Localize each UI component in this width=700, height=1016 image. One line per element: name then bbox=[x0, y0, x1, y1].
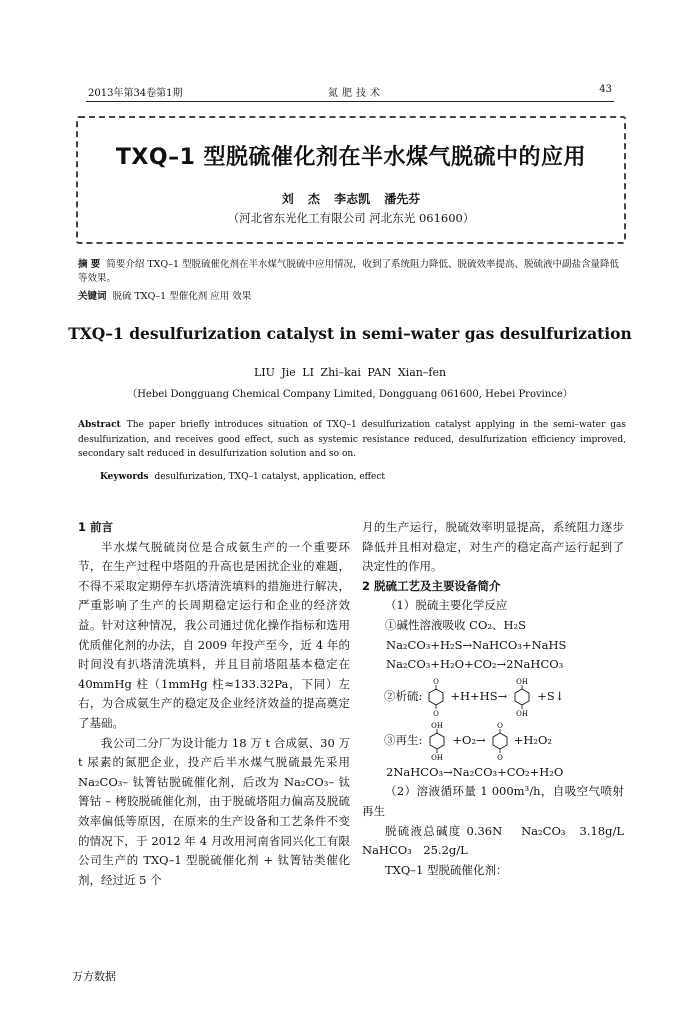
reaction-item: ①碱性溶液吸收 CO₂、H₂S bbox=[385, 617, 527, 632]
atom-label: O bbox=[496, 753, 503, 761]
authors-english: LIU Jie LI Zhi–kai PAN Xian–fen bbox=[253, 366, 447, 379]
atom-label: OH bbox=[431, 753, 444, 761]
keywords-english bbox=[100, 472, 620, 482]
section-heading-process: 2 脱硫工艺及主要设备简介 bbox=[362, 578, 501, 593]
journal-name: 氮肥技术 bbox=[328, 88, 384, 99]
body-column-left bbox=[78, 518, 350, 890]
abstract-text-cn: 简要介绍 TXQ–1 型脱硫催化剂在半水煤气脱硫中应用情况，收到了系统阻力降低、脱硫效率提高、脱硫液中副盐含量降低等效果。 bbox=[78, 259, 620, 284]
keywords-label-cn: 关键词 bbox=[78, 291, 107, 302]
keywords-text-en: desulfurization, TXQ–1 catalyst, application, effect bbox=[154, 472, 386, 482]
hydroquinone-structure bbox=[425, 721, 449, 761]
benzoquinone-structure bbox=[489, 721, 511, 761]
paragraph: 脱硫液总碱度 0.36N Na₂CO₃ 3.18g/L NaHCO₃ 25.2g/L bbox=[362, 823, 636, 858]
affiliation-chinese: （河北省东光化工有限公司 河北东光 061600） bbox=[227, 211, 475, 225]
header-rule bbox=[86, 101, 614, 102]
abstract-label-cn: 摘 要 bbox=[78, 259, 101, 270]
title-chinese: TXQ–1 型脱硫催化剂在半水煤气脱硫中的应用 bbox=[115, 145, 587, 170]
title-english: TXQ–1 desulfurization catalyst in semi–water gas desulfurization bbox=[68, 324, 632, 343]
reaction-end: +S↓ bbox=[537, 688, 565, 703]
running-header bbox=[88, 84, 612, 98]
authors-chinese: 刘 杰 李志凯 潘先芬 bbox=[281, 192, 421, 206]
atom-label: OH bbox=[516, 677, 529, 686]
reaction-middle: +H+HS→ bbox=[450, 688, 508, 703]
keywords-chinese bbox=[78, 288, 626, 302]
reaction-sulfur-precipitation bbox=[362, 675, 624, 719]
paragraph: 月的生产运行，脱硫效率明显提高，系统阻力逐步降低并且相对稳定，对生产的稳定高产运行起到了决定性的作用。 bbox=[362, 520, 624, 574]
abstract-chinese bbox=[78, 258, 626, 286]
atom-label: O bbox=[433, 709, 440, 717]
equation: Na₂CO₃+H₂O+CO₂→2NaHCO₃ bbox=[386, 657, 564, 672]
body-column-right bbox=[362, 518, 636, 880]
benzoquinone-structure bbox=[425, 677, 447, 717]
equation: Na₂CO₃+H₂S→NaHCO₃+NaHS bbox=[386, 637, 567, 652]
page-number: 43 bbox=[599, 84, 612, 95]
reaction-label: ②析硫: bbox=[384, 688, 423, 703]
atom-label: O bbox=[433, 677, 440, 686]
paragraph: 我公司二分厂为设计能力 18 万 t 合成氨、30 万 t 尿素的氮肥企业，投产后半水煤气脱硫最先采用 Na₂CO₃– 钛箐钴脱硫催化剂，后改为 Na₂CO₃– 钛箐钴 – 栲胶脱硫催化剂，由于脱硫塔阻力偏高及脱硫效率偏低等原因，在原来的生产设备和工艺条件不变的情况下，于 2012 年 4 月改用河南省同兴化工有限公司生产的 TXQ–1 型脱硫催化剂 + 钛箐钴类催化剂，经过近 5 个 bbox=[78, 735, 350, 887]
reaction-middle: +O₂→ bbox=[452, 732, 486, 747]
abstract-text-en: The paper briefly introduces situation of TXQ–1 desulfurization catalyst applying in the semi–water gas desulfurization, and receives good effect, such as systemic resistance reduced, desulfurization efficiency improved, secondary salt reduced in desulfurization solution and so on. bbox=[78, 420, 626, 459]
subheading: （1）脱硫主要化学反应 bbox=[385, 598, 508, 613]
hydroquinone-structure bbox=[510, 677, 534, 717]
abstract-english bbox=[78, 418, 626, 462]
reaction-regeneration bbox=[362, 719, 624, 763]
equation: 2NaHCO₃→Na₂CO₃+CO₂+H₂O bbox=[386, 764, 564, 779]
paragraph: 半水煤气脱硫岗位是合成氨生产的一个重要环节，在生产过程中塔阻的升高也是困扰企业的难题，不得不采取定期停车扒塔清洗填料的措施进行解决，严重影响了生产的长周期稳定运行和企业的经济效益。针对这种情况，我公司通过优化操作指标和选用优质催化剂的办法，自 2009 年投产至今，近 4 年的时间没有扒塔清洗填料，并且目前塔阻基本稳定在 40mmHg 柱（1mmHg 柱≈133.32Pa，下同）左右，为合成氨生产的稳定及企业经济效益的提高奠定了基础。 bbox=[78, 539, 350, 730]
atom-label: O bbox=[496, 721, 503, 730]
atom-label: OH bbox=[431, 721, 444, 730]
keywords-text-cn: 脱硫 TXQ–1 型催化剂 应用 效果 bbox=[112, 291, 252, 302]
keywords-label-en: Keywords bbox=[100, 472, 149, 482]
reaction-end: +H₂O₂ bbox=[513, 732, 553, 747]
abstract-label-en: Abstract bbox=[78, 420, 121, 430]
affiliation-english: （Hebei Dongguang Chemical Company Limited, Dongguang 061600, Hebei Province） bbox=[127, 389, 573, 400]
paragraph: TXQ–1 型脱硫催化剂： bbox=[385, 862, 508, 877]
watermark-footer: 万方数据 bbox=[72, 970, 116, 983]
atom-label: OH bbox=[516, 709, 529, 717]
journal-issue: 2013年第34卷第1期 bbox=[88, 88, 183, 99]
reaction-label: ③再生: bbox=[384, 732, 423, 747]
subheading: （2）溶液循环量 1 000m³/h，自吸空气喷射再生 bbox=[362, 784, 624, 818]
section-heading-intro: 1 前言 bbox=[78, 520, 114, 534]
